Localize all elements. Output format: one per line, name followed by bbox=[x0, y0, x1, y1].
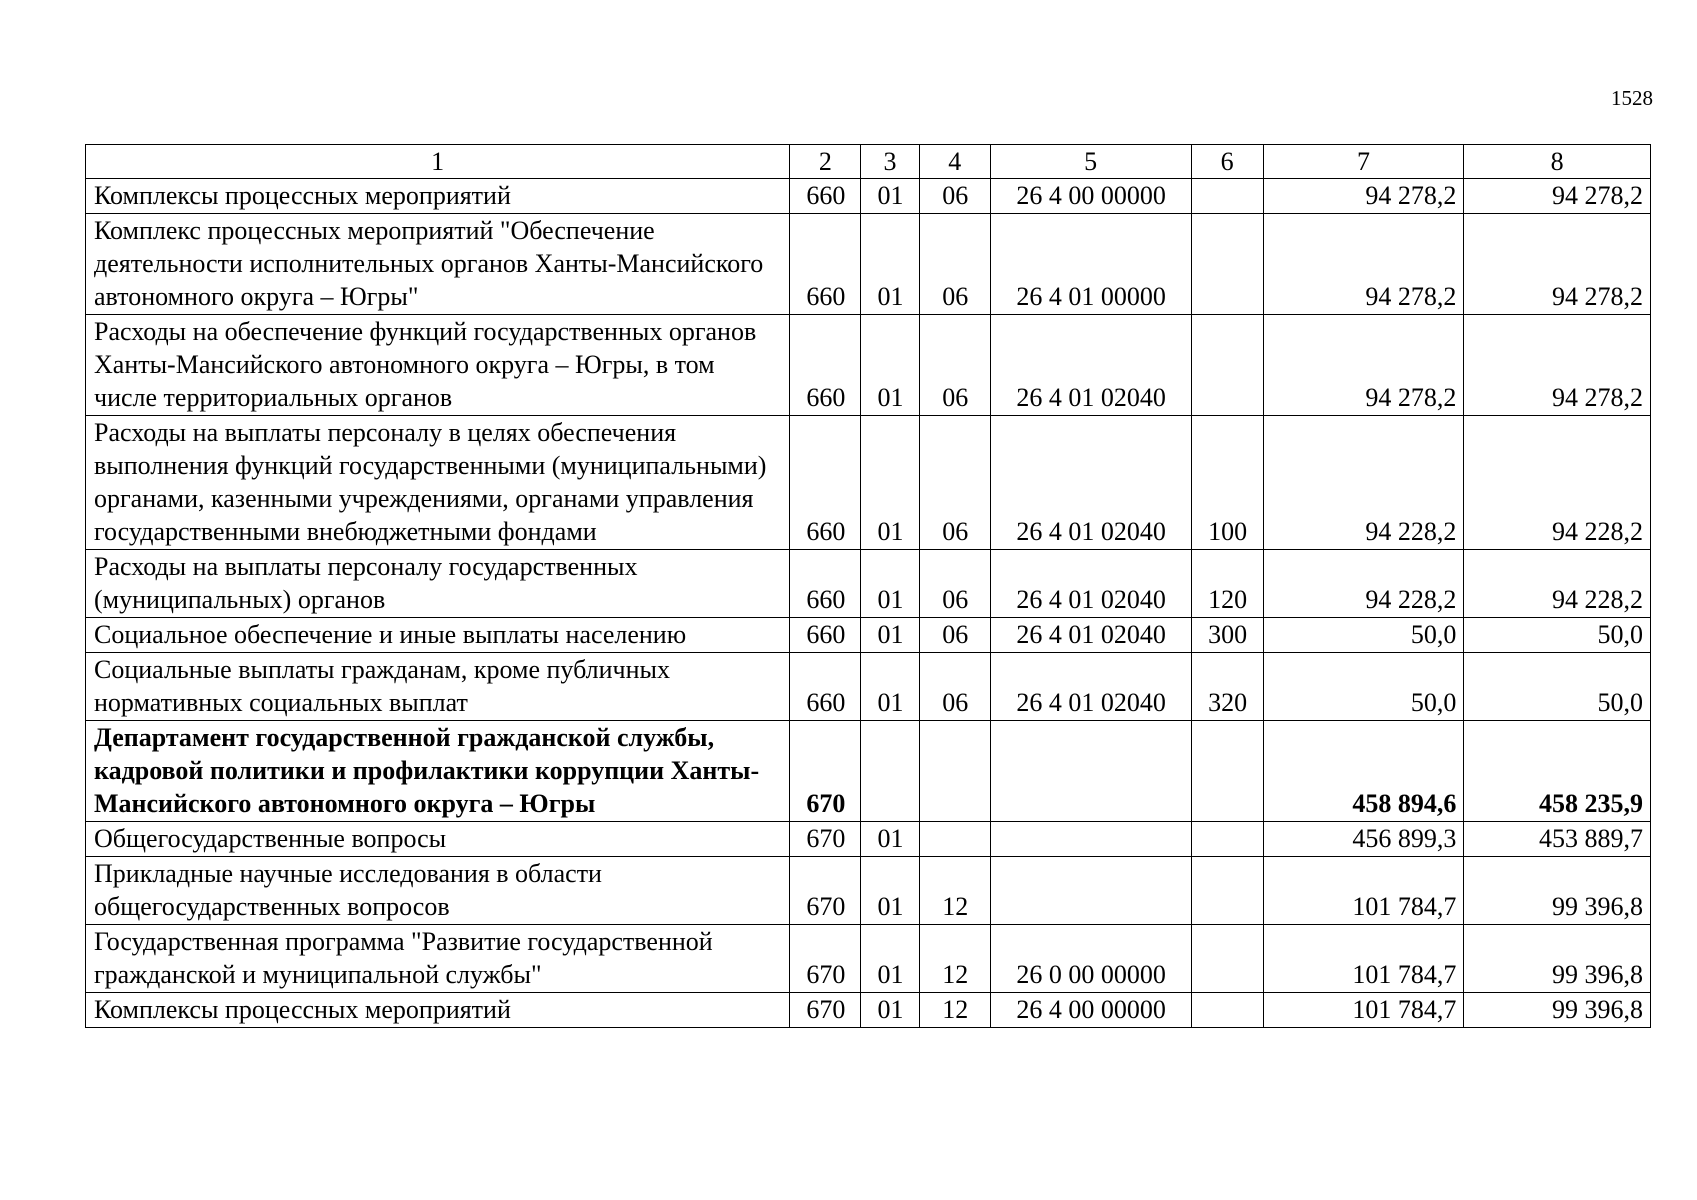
target-article-cell: 26 4 01 02040 bbox=[990, 653, 1191, 721]
expense-type-cell bbox=[1191, 721, 1263, 822]
amount-year2-cell: 50,0 bbox=[1464, 653, 1651, 721]
table-row bbox=[86, 653, 1651, 721]
amount-year1-cell: 458 894,6 bbox=[1263, 721, 1464, 822]
section-code-cell: 01 bbox=[861, 993, 919, 1028]
table-header-row bbox=[86, 145, 1651, 179]
amount-year1-cell: 456 899,3 bbox=[1263, 822, 1464, 857]
amount-year2-cell: 99 396,8 bbox=[1464, 925, 1651, 993]
row-name-cell: Общегосударственные вопросы bbox=[86, 822, 790, 857]
ministry-code-cell: 660 bbox=[790, 315, 861, 416]
table-row bbox=[86, 822, 1651, 857]
section-code-cell: 01 bbox=[861, 653, 919, 721]
expense-type-cell bbox=[1191, 857, 1263, 925]
expense-type-cell bbox=[1191, 822, 1263, 857]
ministry-code-cell: 660 bbox=[790, 416, 861, 550]
subsection-code-cell bbox=[919, 822, 990, 857]
expense-type-cell: 300 bbox=[1191, 618, 1263, 653]
subsection-code-cell: 06 bbox=[919, 214, 990, 315]
subsection-code-cell: 06 bbox=[919, 618, 990, 653]
expense-type-cell: 120 bbox=[1191, 550, 1263, 618]
expense-type-cell bbox=[1191, 214, 1263, 315]
amount-year2-cell: 94 228,2 bbox=[1464, 550, 1651, 618]
expense-type-cell: 320 bbox=[1191, 653, 1263, 721]
section-code-cell: 01 bbox=[861, 315, 919, 416]
ministry-code-cell: 670 bbox=[790, 857, 861, 925]
table-row bbox=[86, 857, 1651, 925]
section-code-cell: 01 bbox=[861, 822, 919, 857]
section-code-cell: 01 bbox=[861, 214, 919, 315]
header-cell: 4 bbox=[919, 145, 990, 179]
table-row bbox=[86, 993, 1651, 1028]
amount-year1-cell: 50,0 bbox=[1263, 653, 1464, 721]
section-code-cell: 01 bbox=[861, 179, 919, 214]
expense-type-cell bbox=[1191, 315, 1263, 416]
subsection-code-cell bbox=[919, 721, 990, 822]
table-row bbox=[86, 721, 1651, 822]
row-name-cell: Департамент государственной гражданской службы, кадровой политики и профилактики коррупции Ханты-Мансийского автономного округа – Югры bbox=[86, 721, 790, 822]
amount-year2-cell: 99 396,8 bbox=[1464, 993, 1651, 1028]
amount-year2-cell: 99 396,8 bbox=[1464, 857, 1651, 925]
subsection-code-cell: 06 bbox=[919, 653, 990, 721]
target-article-cell bbox=[990, 822, 1191, 857]
amount-year2-cell: 453 889,7 bbox=[1464, 822, 1651, 857]
table-row bbox=[86, 550, 1651, 618]
row-name-cell: Комплекс процессных мероприятий "Обеспечение деятельности исполнительных органов Ханты-Мансийского автономного округа – Югры" bbox=[86, 214, 790, 315]
target-article-cell: 26 4 00 00000 bbox=[990, 993, 1191, 1028]
header-cell: 3 bbox=[861, 145, 919, 179]
table-row bbox=[86, 179, 1651, 214]
target-article-cell: 26 4 00 00000 bbox=[990, 179, 1191, 214]
amount-year1-cell: 50,0 bbox=[1263, 618, 1464, 653]
section-code-cell bbox=[861, 721, 919, 822]
row-name-cell: Расходы на выплаты персоналу государственных (муниципальных) органов bbox=[86, 550, 790, 618]
amount-year1-cell: 94 278,2 bbox=[1263, 179, 1464, 214]
amount-year2-cell: 94 278,2 bbox=[1464, 179, 1651, 214]
ministry-code-cell: 670 bbox=[790, 925, 861, 993]
expense-type-cell bbox=[1191, 925, 1263, 993]
section-code-cell: 01 bbox=[861, 550, 919, 618]
table-row bbox=[86, 925, 1651, 993]
amount-year1-cell: 101 784,7 bbox=[1263, 925, 1464, 993]
target-article-cell: 26 4 01 00000 bbox=[990, 214, 1191, 315]
budget-table bbox=[85, 144, 1651, 1028]
amount-year1-cell: 94 228,2 bbox=[1263, 550, 1464, 618]
ministry-code-cell: 660 bbox=[790, 214, 861, 315]
header-cell: 7 bbox=[1263, 145, 1464, 179]
row-name-cell: Комплексы процессных мероприятий bbox=[86, 993, 790, 1028]
page-number: 1528 bbox=[1611, 86, 1653, 110]
ministry-code-cell: 660 bbox=[790, 618, 861, 653]
section-code-cell: 01 bbox=[861, 416, 919, 550]
row-name-cell: Прикладные научные исследования в области общегосударственных вопросов bbox=[86, 857, 790, 925]
section-code-cell: 01 bbox=[861, 857, 919, 925]
ministry-code-cell: 660 bbox=[790, 550, 861, 618]
amount-year2-cell: 94 278,2 bbox=[1464, 315, 1651, 416]
row-name-cell: Государственная программа "Развитие государственной гражданской и муниципальной службы" bbox=[86, 925, 790, 993]
ministry-code-cell: 670 bbox=[790, 721, 861, 822]
table-row bbox=[86, 214, 1651, 315]
row-name-cell: Расходы на обеспечение функций государственных органов Ханты-Мансийского автономного округа – Югры, в том числе территориальных органов bbox=[86, 315, 790, 416]
amount-year1-cell: 101 784,7 bbox=[1263, 857, 1464, 925]
target-article-cell: 26 4 01 02040 bbox=[990, 315, 1191, 416]
target-article-cell bbox=[990, 857, 1191, 925]
ministry-code-cell: 660 bbox=[790, 179, 861, 214]
subsection-code-cell: 06 bbox=[919, 550, 990, 618]
subsection-code-cell: 12 bbox=[919, 993, 990, 1028]
section-code-cell: 01 bbox=[861, 618, 919, 653]
row-name-cell: Социальные выплаты гражданам, кроме публичных нормативных социальных выплат bbox=[86, 653, 790, 721]
ministry-code-cell: 670 bbox=[790, 822, 861, 857]
amount-year1-cell: 101 784,7 bbox=[1263, 993, 1464, 1028]
expense-type-cell bbox=[1191, 993, 1263, 1028]
subsection-code-cell: 12 bbox=[919, 925, 990, 993]
subsection-code-cell: 12 bbox=[919, 857, 990, 925]
target-article-cell: 26 4 01 02040 bbox=[990, 550, 1191, 618]
header-cell: 2 bbox=[790, 145, 861, 179]
row-name-cell: Комплексы процессных мероприятий bbox=[86, 179, 790, 214]
ministry-code-cell: 660 bbox=[790, 653, 861, 721]
amount-year1-cell: 94 278,2 bbox=[1263, 315, 1464, 416]
header-cell: 8 bbox=[1464, 145, 1651, 179]
amount-year2-cell: 458 235,9 bbox=[1464, 721, 1651, 822]
target-article-cell bbox=[990, 721, 1191, 822]
amount-year2-cell: 94 278,2 bbox=[1464, 214, 1651, 315]
table-row bbox=[86, 416, 1651, 550]
ministry-code-cell: 670 bbox=[790, 993, 861, 1028]
amount-year1-cell: 94 228,2 bbox=[1263, 416, 1464, 550]
table-row bbox=[86, 618, 1651, 653]
target-article-cell: 26 0 00 00000 bbox=[990, 925, 1191, 993]
expense-type-cell bbox=[1191, 179, 1263, 214]
amount-year1-cell: 94 278,2 bbox=[1263, 214, 1464, 315]
subsection-code-cell: 06 bbox=[919, 315, 990, 416]
header-cell: 6 bbox=[1191, 145, 1263, 179]
target-article-cell: 26 4 01 02040 bbox=[990, 416, 1191, 550]
row-name-cell: Расходы на выплаты персоналу в целях обеспечения выполнения функций государственными (муниципальными) органами, казенными учреждениями, органами управления государственными внебюджетными фондами bbox=[86, 416, 790, 550]
header-cell: 1 bbox=[86, 145, 790, 179]
row-name-cell: Социальное обеспечение и иные выплаты населению bbox=[86, 618, 790, 653]
amount-year2-cell: 50,0 bbox=[1464, 618, 1651, 653]
table-body bbox=[86, 179, 1651, 1028]
amount-year2-cell: 94 228,2 bbox=[1464, 416, 1651, 550]
target-article-cell: 26 4 01 02040 bbox=[990, 618, 1191, 653]
section-code-cell: 01 bbox=[861, 925, 919, 993]
subsection-code-cell: 06 bbox=[919, 416, 990, 550]
header-cell: 5 bbox=[990, 145, 1191, 179]
subsection-code-cell: 06 bbox=[919, 179, 990, 214]
table-row bbox=[86, 315, 1651, 416]
expense-type-cell: 100 bbox=[1191, 416, 1263, 550]
